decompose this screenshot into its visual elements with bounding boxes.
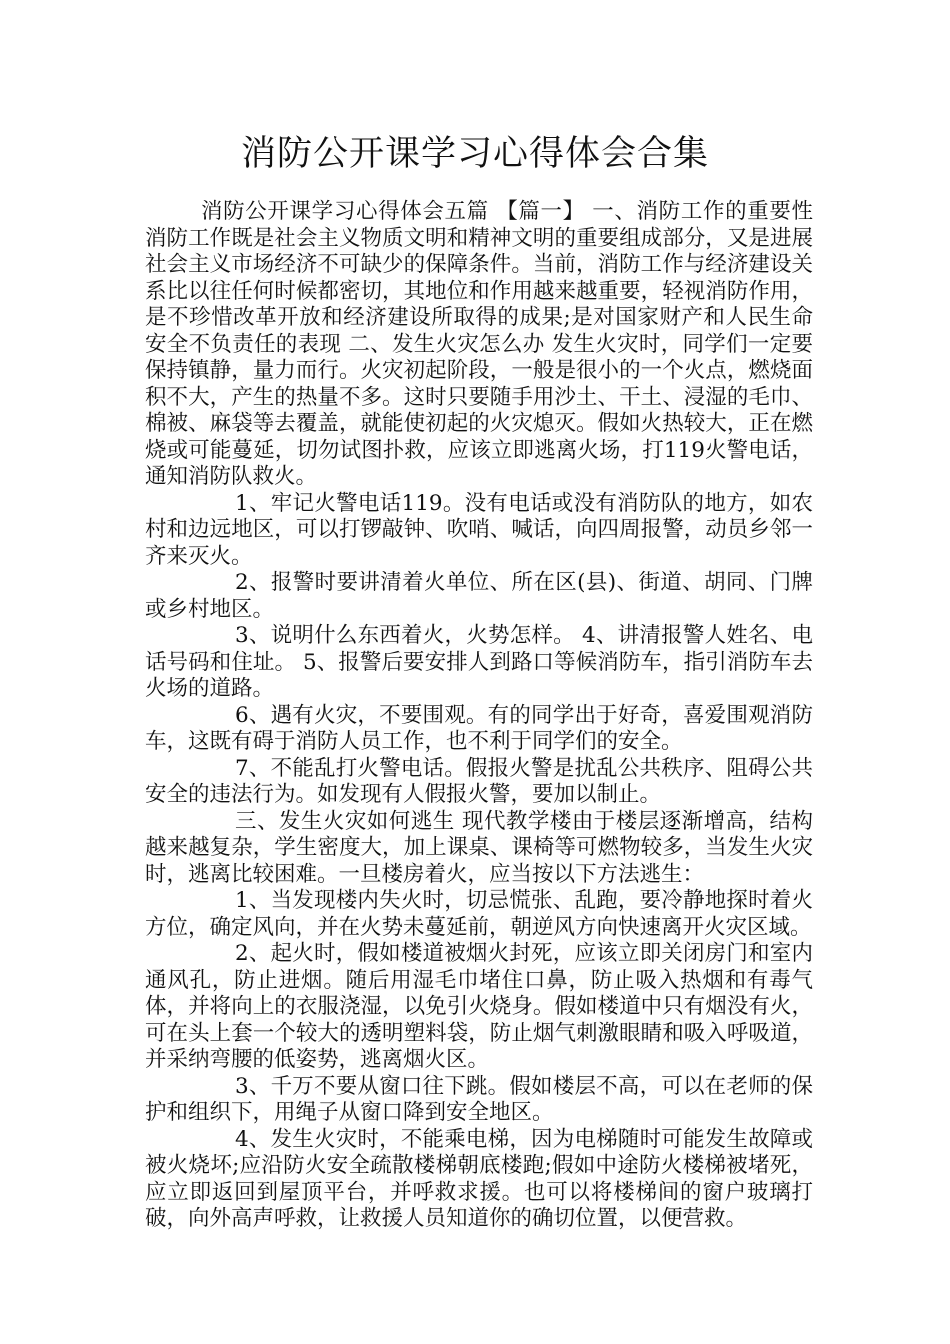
paragraph-item: 3、说明什么东西着火，火势怎样。 4、讲清报警人姓名、电话号码和住址。 5、报警后要安排人到路口等候消防车，指引消防车去火场的道路。 (145, 623, 813, 701)
document-title: 消防公开课学习心得体会合集 (240, 134, 709, 174)
paragraph-section-three: 三、发生火灾如何逃生 现代教学楼由于楼层逐渐增高，结构越来越复杂，学生密度大，加上课桌、课椅等可燃物较多，当发生火灾时，逃离比较困难。一旦楼房着火，应当按以下方法逃生： (145, 808, 813, 887)
paragraph-item: 1、当发现楼内失火时，切忌慌张、乱跑，要冷静地探时着火方位，确定风向，并在火势未蔓延前，朝逆风方向快速离开火灾区域。 (145, 888, 813, 940)
paragraph-item: 6、遇有火灾，不要围观。有的同学出于好奇，喜爱围观消防车，这既有碍于消防人员工作，也不利于同学们的安全。 (145, 702, 813, 754)
document-body (145, 199, 813, 1233)
paragraph-intro: 消防公开课学习心得体会五篇 【篇一】 一、消防工作的重要性 消防工作既是社会主义物质文明和精神文明的重要组成部分，又是进展社会主义市场经济不可缺少的保障条件。当前，消防工作与经济建设关系比以往任何时候都密切，其地位和作用越来越重要，轻视消防作用，是不珍惜改革开放和经济建设所取得的成果;是对国家财产和人民生命安全不负责任的表现 二、发生火灾怎么办 发生火灾时，同学们一定要保持镇静，量力而行。火灾初起阶段，一般是很小的一个火点，燃烧面积不大，产生的热量不多。这时只要随手用沙土、干土、浸湿的毛巾、棉被、麻袋等去覆盖，就能使初起的火灾熄灭。假如火热较大，正在燃烧或可能蔓延，切勿试图扑救，应该立即逃离火场，打119火警电话，通知消防队救火。 (145, 199, 813, 489)
paragraph-item: 7、不能乱打火警电话。假报火警是扰乱公共秩序、阻碍公共安全的违法行为。如发现有人假报火警，要加以制止。 (145, 755, 813, 807)
paragraph-item: 2、报警时要讲清着火单位、所在区(县)、街道、胡同、门牌或乡村地区。 (145, 570, 813, 622)
paragraph-item: 2、起火时，假如楼道被烟火封死，应该立即关闭房门和室内通风孔，防止进烟。随后用湿毛巾堵住口鼻，防止吸入热烟和有毒气体，并将向上的衣服浇湿，以免引火烧身。假如楼道中只有烟没有火，可在头上套一个较大的透明塑料袋，防止烟气刺激眼睛和吸入呼吸道，并采纳弯腰的低姿势，逃离烟火区。 (145, 941, 813, 1072)
paragraph-item: 3、千万不要从窗口往下跳。假如楼层不高，可以在老师的保护和组织下，用绳子从窗口降到安全地区。 (145, 1073, 813, 1125)
paragraph-item: 4、发生火灾时，不能乘电梯，因为电梯随时可能发生故障或被火烧坏;应沿防火安全疏散楼梯朝底楼跑;假如中途防火楼梯被堵死，应立即返回到屋顶平台，并呼救求援。也可以将楼梯间的窗户玻璃打破，向外高声呼救，让救援人员知道你的确切位置，以便营救。 (145, 1126, 813, 1231)
paragraph-item: 1、牢记火警电话119。没有电话或没有消防队的地方，如农村和边远地区，可以打锣敲钟、吹哨、喊话，向四周报警，动员乡邻一齐来灭火。 (145, 490, 813, 569)
